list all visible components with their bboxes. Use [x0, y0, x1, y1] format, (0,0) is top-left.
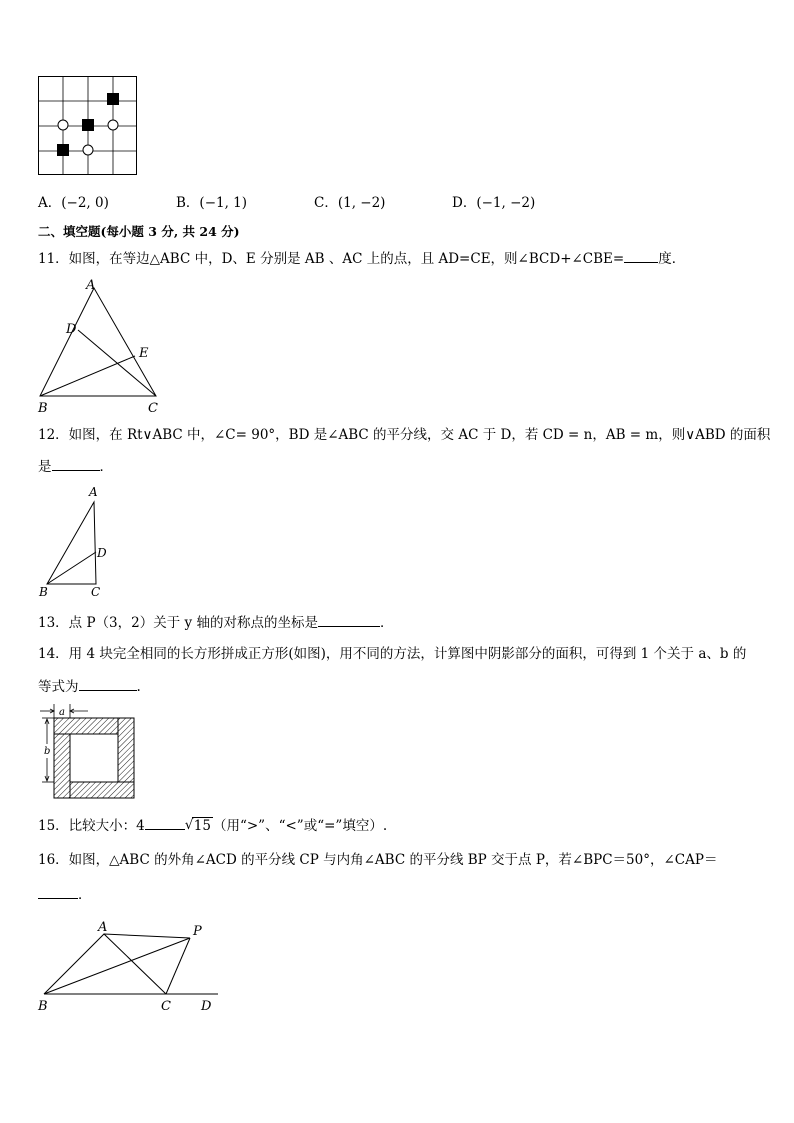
label-e: E: [139, 346, 149, 361]
answer-blank[interactable]: [52, 456, 100, 471]
q10-choice-c: [314, 191, 385, 211]
answer-blank[interactable]: [145, 815, 185, 830]
q12-prefix: 是: [38, 459, 52, 475]
answer-blank[interactable]: [79, 676, 137, 691]
choice-letter: D．: [452, 195, 477, 211]
choice-value: (−1, −2): [476, 195, 536, 211]
q11-triangle-figure: [34, 276, 174, 416]
choice-letter: B．: [176, 195, 200, 211]
answer-blank[interactable]: [38, 884, 78, 899]
q12-suffix: ．: [99, 459, 113, 475]
q14-line1: 14．用 4 块完全相同的长方形拼成正方形(如图)，用不同的方法，计算图中阴影部分的面积，可得到 1 个关于 a、b 的: [38, 646, 747, 662]
label-a: A: [89, 485, 98, 499]
black-piece: [57, 144, 69, 156]
q10-choice-b: [176, 191, 247, 211]
label-b: B: [38, 401, 48, 416]
choice-value: (−2, 0): [61, 195, 109, 211]
label-p: P: [193, 924, 202, 939]
label-a: A: [86, 278, 96, 293]
label-c: C: [91, 585, 101, 599]
q13-text: [38, 612, 393, 633]
q16-line2: [38, 884, 92, 905]
white-piece: [108, 120, 118, 130]
q11-suffix: 度．: [658, 251, 686, 267]
label-b: B: [38, 999, 48, 1014]
label-c: C: [148, 401, 158, 416]
label-d: D: [97, 546, 107, 560]
q16-line1: 16．如图，△ABC 的外角∠ACD 的平分线 CP 与内角∠ABC 的平分线 BP 交于点 P，若∠BPC＝50°，∠CAP＝: [38, 852, 718, 868]
q16-suffix: ．: [78, 887, 92, 903]
q12-line1: 12．如图，在 Rt∨ABC 中，∠C= 90°，BD 是∠ABC 的平分线，交 AC 于 D，若 CD = n，AB = m，则∨ABD 的面积: [38, 427, 771, 443]
section-title: 二、填空题(每小题 3 分, 共 24 分): [38, 224, 240, 239]
choice-letter: A．: [38, 195, 62, 211]
white-piece: [58, 120, 68, 130]
q13-stem: 13．点 P（3，2）关于 y 轴的对称点的坐标是: [38, 615, 318, 631]
answer-blank[interactable]: [318, 612, 380, 627]
answer-blank[interactable]: [624, 248, 658, 263]
white-piece: [83, 145, 93, 155]
q14-prefix: 等式为: [38, 679, 79, 695]
q10-choice-a: [38, 191, 109, 211]
q12-triangle-figure: [34, 482, 114, 600]
q11-text: [38, 248, 685, 269]
q14-suffix: .: [136, 679, 141, 695]
label-a: A: [98, 920, 108, 935]
q10-grid-figure: [38, 76, 138, 176]
choice-letter: C．: [314, 195, 338, 211]
q12-line2: [38, 456, 113, 477]
q10-choice-d: [452, 191, 535, 211]
q14-line2: [38, 676, 141, 697]
q16-triangle-figure: [34, 918, 224, 1018]
q13-suffix: ．: [379, 615, 394, 631]
radicand: 15: [193, 818, 211, 834]
label-b: b: [44, 746, 51, 757]
label-a: a: [59, 707, 65, 718]
choice-value: (−1, 1): [199, 195, 248, 211]
q14-square-figure: [36, 700, 140, 804]
label-b: B: [39, 585, 48, 599]
label-d: D: [201, 999, 212, 1014]
choice-value: (1, −2): [337, 195, 386, 211]
sqrt-expression: √ 15: [184, 817, 211, 834]
black-piece: [107, 93, 119, 105]
black-piece: [82, 119, 94, 131]
q15-text: [38, 815, 387, 836]
q15-suffix: （用“>”、“<”或“=”填空）.: [212, 818, 388, 834]
q15-stem: 15．比较大小：4: [38, 818, 145, 834]
label-c: C: [161, 999, 171, 1014]
label-d: D: [66, 322, 77, 337]
q11-stem: 11．如图，在等边△ABC 中，D、E 分别是 AB 、AC 上的点，且 AD=CE，则∠BCD+∠CBE=: [38, 251, 625, 267]
